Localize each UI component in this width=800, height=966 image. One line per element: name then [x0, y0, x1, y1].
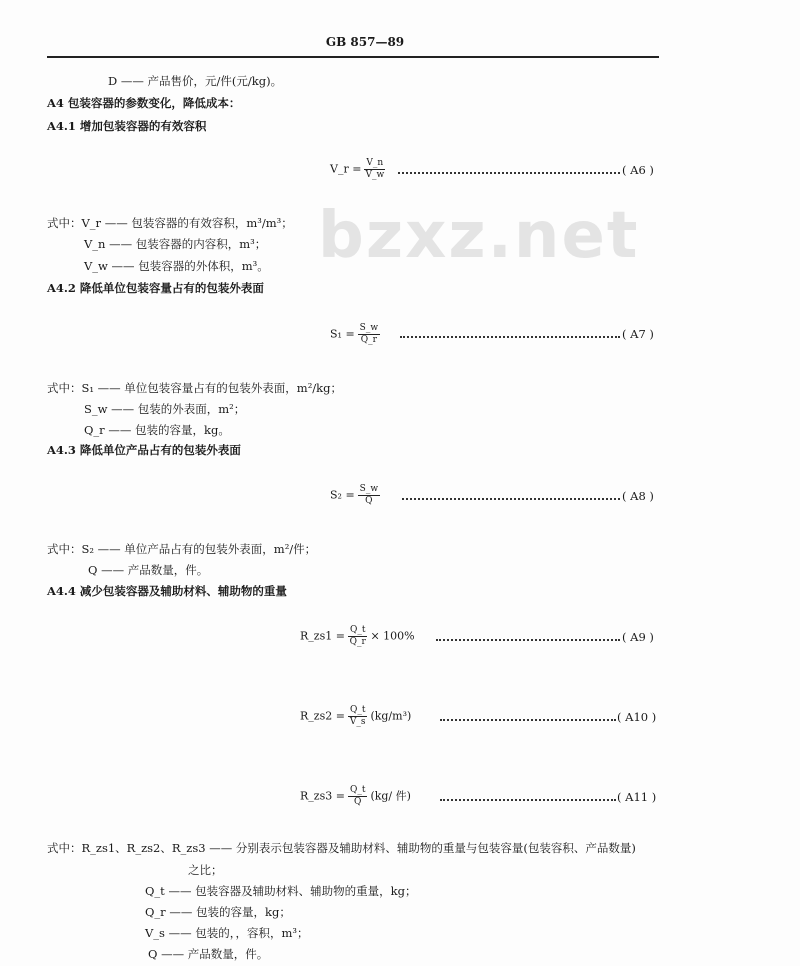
eq-lhs: S₂ =	[330, 488, 355, 502]
where-line: V_n —— 包装容器的内容积，m³；	[84, 237, 267, 251]
eq-denominator: V_s	[349, 717, 366, 727]
leader-dots	[398, 172, 620, 174]
eq-denominator: Q_r	[349, 637, 366, 647]
equation-a6	[330, 158, 388, 181]
leader-dots	[402, 498, 620, 500]
equation-tag-a7: ( A7 )	[622, 327, 654, 341]
eq-lhs: R_zs3 =	[300, 789, 345, 803]
where-line: 式中：S₁ —— 单位包装容量占有的包装外表面，m²/kg；	[47, 381, 343, 395]
equation-tag-a9: ( A9 )	[622, 630, 654, 644]
equation-a9	[300, 625, 415, 648]
where-line: Q_r —— 包装的容量，kg。	[84, 423, 230, 437]
where-line: 式中：R_zs1、R_zs2、R_zs3 —— 分别表示包装容器及辅助材料、辅助物的重量与包装容量(包装容积、产品数量)	[47, 841, 636, 855]
equation-tag-a11: ( A11 )	[617, 790, 657, 804]
where-line: Q_r —— 包装的容量，kg；	[145, 905, 291, 919]
eq-lhs: V_r =	[330, 162, 362, 176]
leader-dots	[400, 336, 620, 338]
definition-d: D —— 产品售价，元/件(元/kg)。	[108, 74, 283, 88]
equation-tag-a8: ( A8 )	[622, 489, 654, 503]
equation-tag-a6: ( A6 )	[622, 163, 654, 177]
leader-dots	[436, 639, 620, 641]
where-line: 式中：V_r —— 包装容器的有效容积，m³/m³；	[47, 216, 293, 230]
section-a44-heading: A4.4 减少包装容器及辅助材料、辅助物的重量	[47, 584, 287, 598]
eq-lhs: R_zs1 =	[300, 629, 345, 643]
eq-numerator: Q_t	[349, 705, 366, 715]
eq-denominator: Q	[365, 496, 373, 506]
equation-a8	[330, 484, 383, 507]
eq-denominator: Q_r	[360, 335, 377, 345]
section-a4-heading: A4 包装容器的参数变化，降低成本：	[47, 96, 241, 110]
equation-a7	[330, 323, 383, 346]
where-line: Q —— 产品数量，件。	[88, 563, 209, 577]
eq-denominator: Q	[353, 797, 362, 807]
eq-numerator: Q_t	[349, 785, 366, 795]
eq-numerator: S_w	[359, 484, 379, 494]
where-line: V_s —— 包装的，，容积，m³；	[145, 926, 309, 940]
document-code-header: GB 857—89	[325, 35, 405, 49]
eq-numerator: S_w	[359, 323, 379, 333]
header-rule	[47, 56, 659, 58]
equation-tag-a10: ( A10 )	[617, 710, 657, 724]
watermark: bzxz.net	[318, 199, 640, 273]
where-line: 之比；	[188, 863, 223, 877]
eq-numerator: V_n	[366, 158, 384, 168]
eq-numerator: Q_t	[349, 625, 366, 635]
eq-denominator: V_w	[365, 170, 385, 180]
where-line: Q —— 产品数量，件。	[148, 947, 269, 961]
where-line: Q_t —— 包装容器及辅助材料、辅助物的重量，kg；	[145, 884, 417, 898]
eq-suffix: (kg/ 件)	[370, 789, 411, 803]
eq-suffix: × 100%	[370, 629, 415, 643]
leader-dots	[440, 799, 616, 801]
equation-a10	[300, 705, 411, 728]
section-a41-heading: A4.1 增加包装容器的有效容积	[47, 119, 207, 133]
where-line: 式中：S₂ —— 单位产品占有的包装外表面，m²/件；	[47, 542, 317, 556]
equation-a11	[300, 785, 411, 808]
where-line: V_w —— 包装容器的外体积，m³。	[84, 259, 269, 273]
eq-suffix: (kg/m³)	[370, 709, 412, 723]
leader-dots	[440, 719, 616, 721]
where-line: S_w —— 包装的外表面，m²；	[84, 402, 246, 416]
section-a43-heading: A4.3 降低单位产品占有的包装外表面	[47, 443, 241, 457]
eq-lhs: R_zs2 =	[300, 709, 345, 723]
eq-lhs: S₁ =	[330, 327, 355, 341]
section-a42-heading: A4.2 降低单位包装容量占有的包装外表面	[47, 281, 264, 295]
